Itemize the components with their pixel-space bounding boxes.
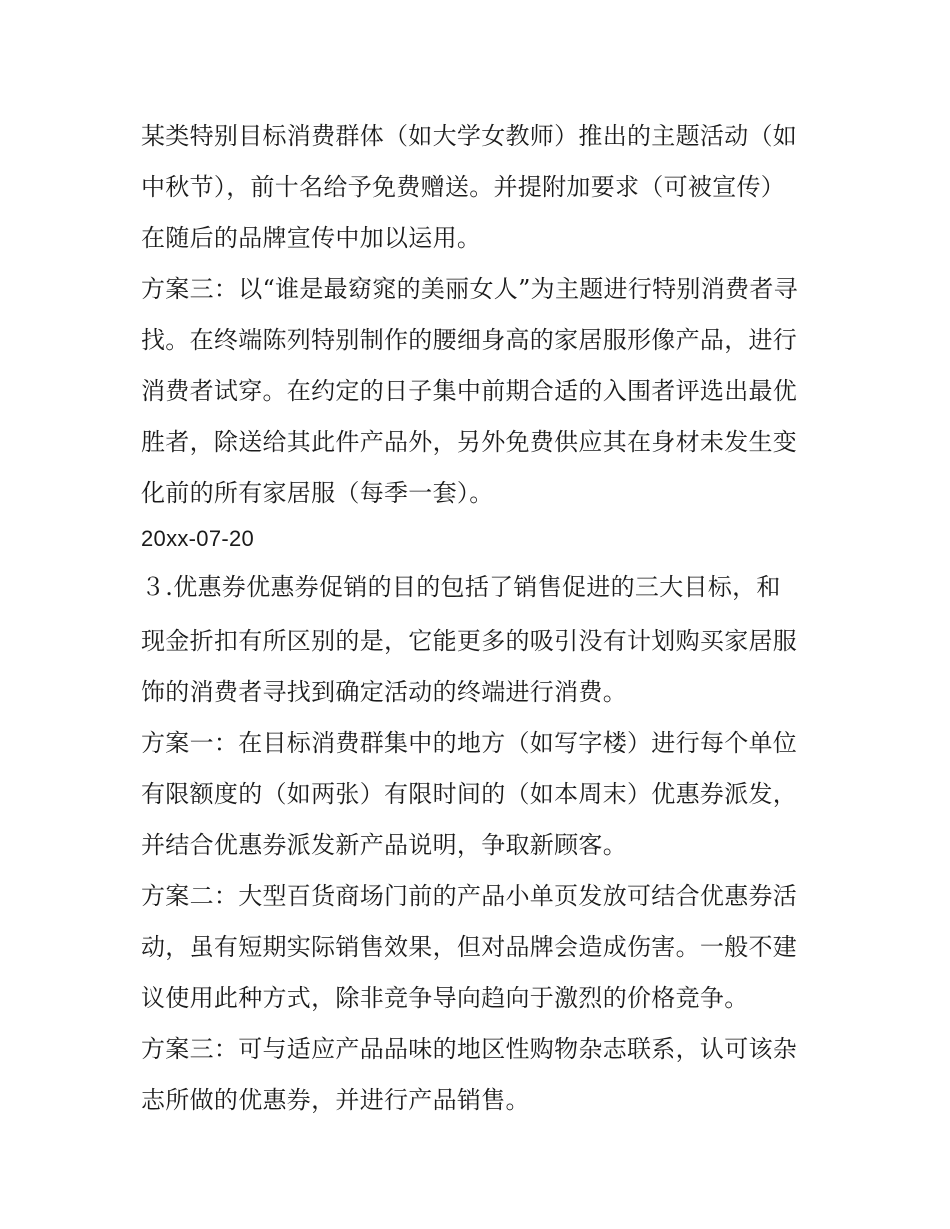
document-date: 20xx-07-20: [141, 526, 255, 551]
text-line: 现金折扣有所区别的是，它能更多的吸引没有计划购买家居服: [141, 627, 798, 655]
text-line: 议使用此种方式，除非竞争导向趋向于激烈的价格竞争。: [141, 984, 749, 1012]
text-line: 消费者试穿。在约定的日子集中前期合适的入围者评选出最优: [141, 377, 798, 405]
text-line: 方案二：大型百货商场门前的产品小单页发放可结合优惠券活: [141, 882, 798, 910]
text-line: 动，虽有短期实际销售效果，但对品牌会造成伤害。一般不建: [141, 933, 798, 961]
text-line: 找。在终端陈列特别制作的腰细身高的家居服形像产品，进行: [141, 326, 798, 354]
text-line: 饰的消费者寻找到确定活动的终端进行消费。: [141, 678, 627, 706]
paragraph-plan-three-slim-woman: [141, 264, 821, 519]
text-line: 有限额度的（如两张）有限时间的（如本周末）优惠券派发，: [141, 780, 798, 808]
text-line: 化前的所有家居服（每季一套）。: [141, 479, 494, 507]
paragraph-coupon-plan-one: [141, 718, 821, 871]
text-line: 中秋节），前十名给予免费赠送。并提附加要求（可被宣传）: [141, 173, 786, 201]
text-line: 方案一：在目标消费群集中的地方（如写字楼）进行每个单位: [141, 729, 798, 757]
paragraph-coupon-plan-two: [141, 871, 821, 1024]
text-line: 并结合优惠券派发新产品说明，争取新顾客。: [141, 831, 627, 859]
text-line: 方案三：可与适应产品品味的地区性购物杂志联系，认可该杂: [141, 1035, 798, 1063]
text-line: 某类特别目标消费群体（如大学女教师）推出的主题活动（如: [141, 122, 798, 150]
paragraph-theme-activity: [141, 111, 821, 264]
document-body: [141, 111, 821, 1126]
text-line: 志所做的优惠券，并进行产品销售。: [141, 1086, 530, 1114]
paragraph-coupon-plan-three: [141, 1024, 821, 1126]
text-line: 在随后的品牌宣传中加以运用。: [141, 224, 482, 252]
text-line: 方案三：以“谁是最窈窕的美丽女人”为主题进行特别消费者寻: [141, 275, 798, 303]
section-coupon-promotion: [141, 559, 821, 718]
text-line: 胜者，除送给其此件产品外，另外免费供应其在身材未发生变: [141, 428, 798, 456]
section-heading-line: ３.优惠券优惠券促销的目的包括了销售促进的三大目标，和: [141, 573, 781, 601]
